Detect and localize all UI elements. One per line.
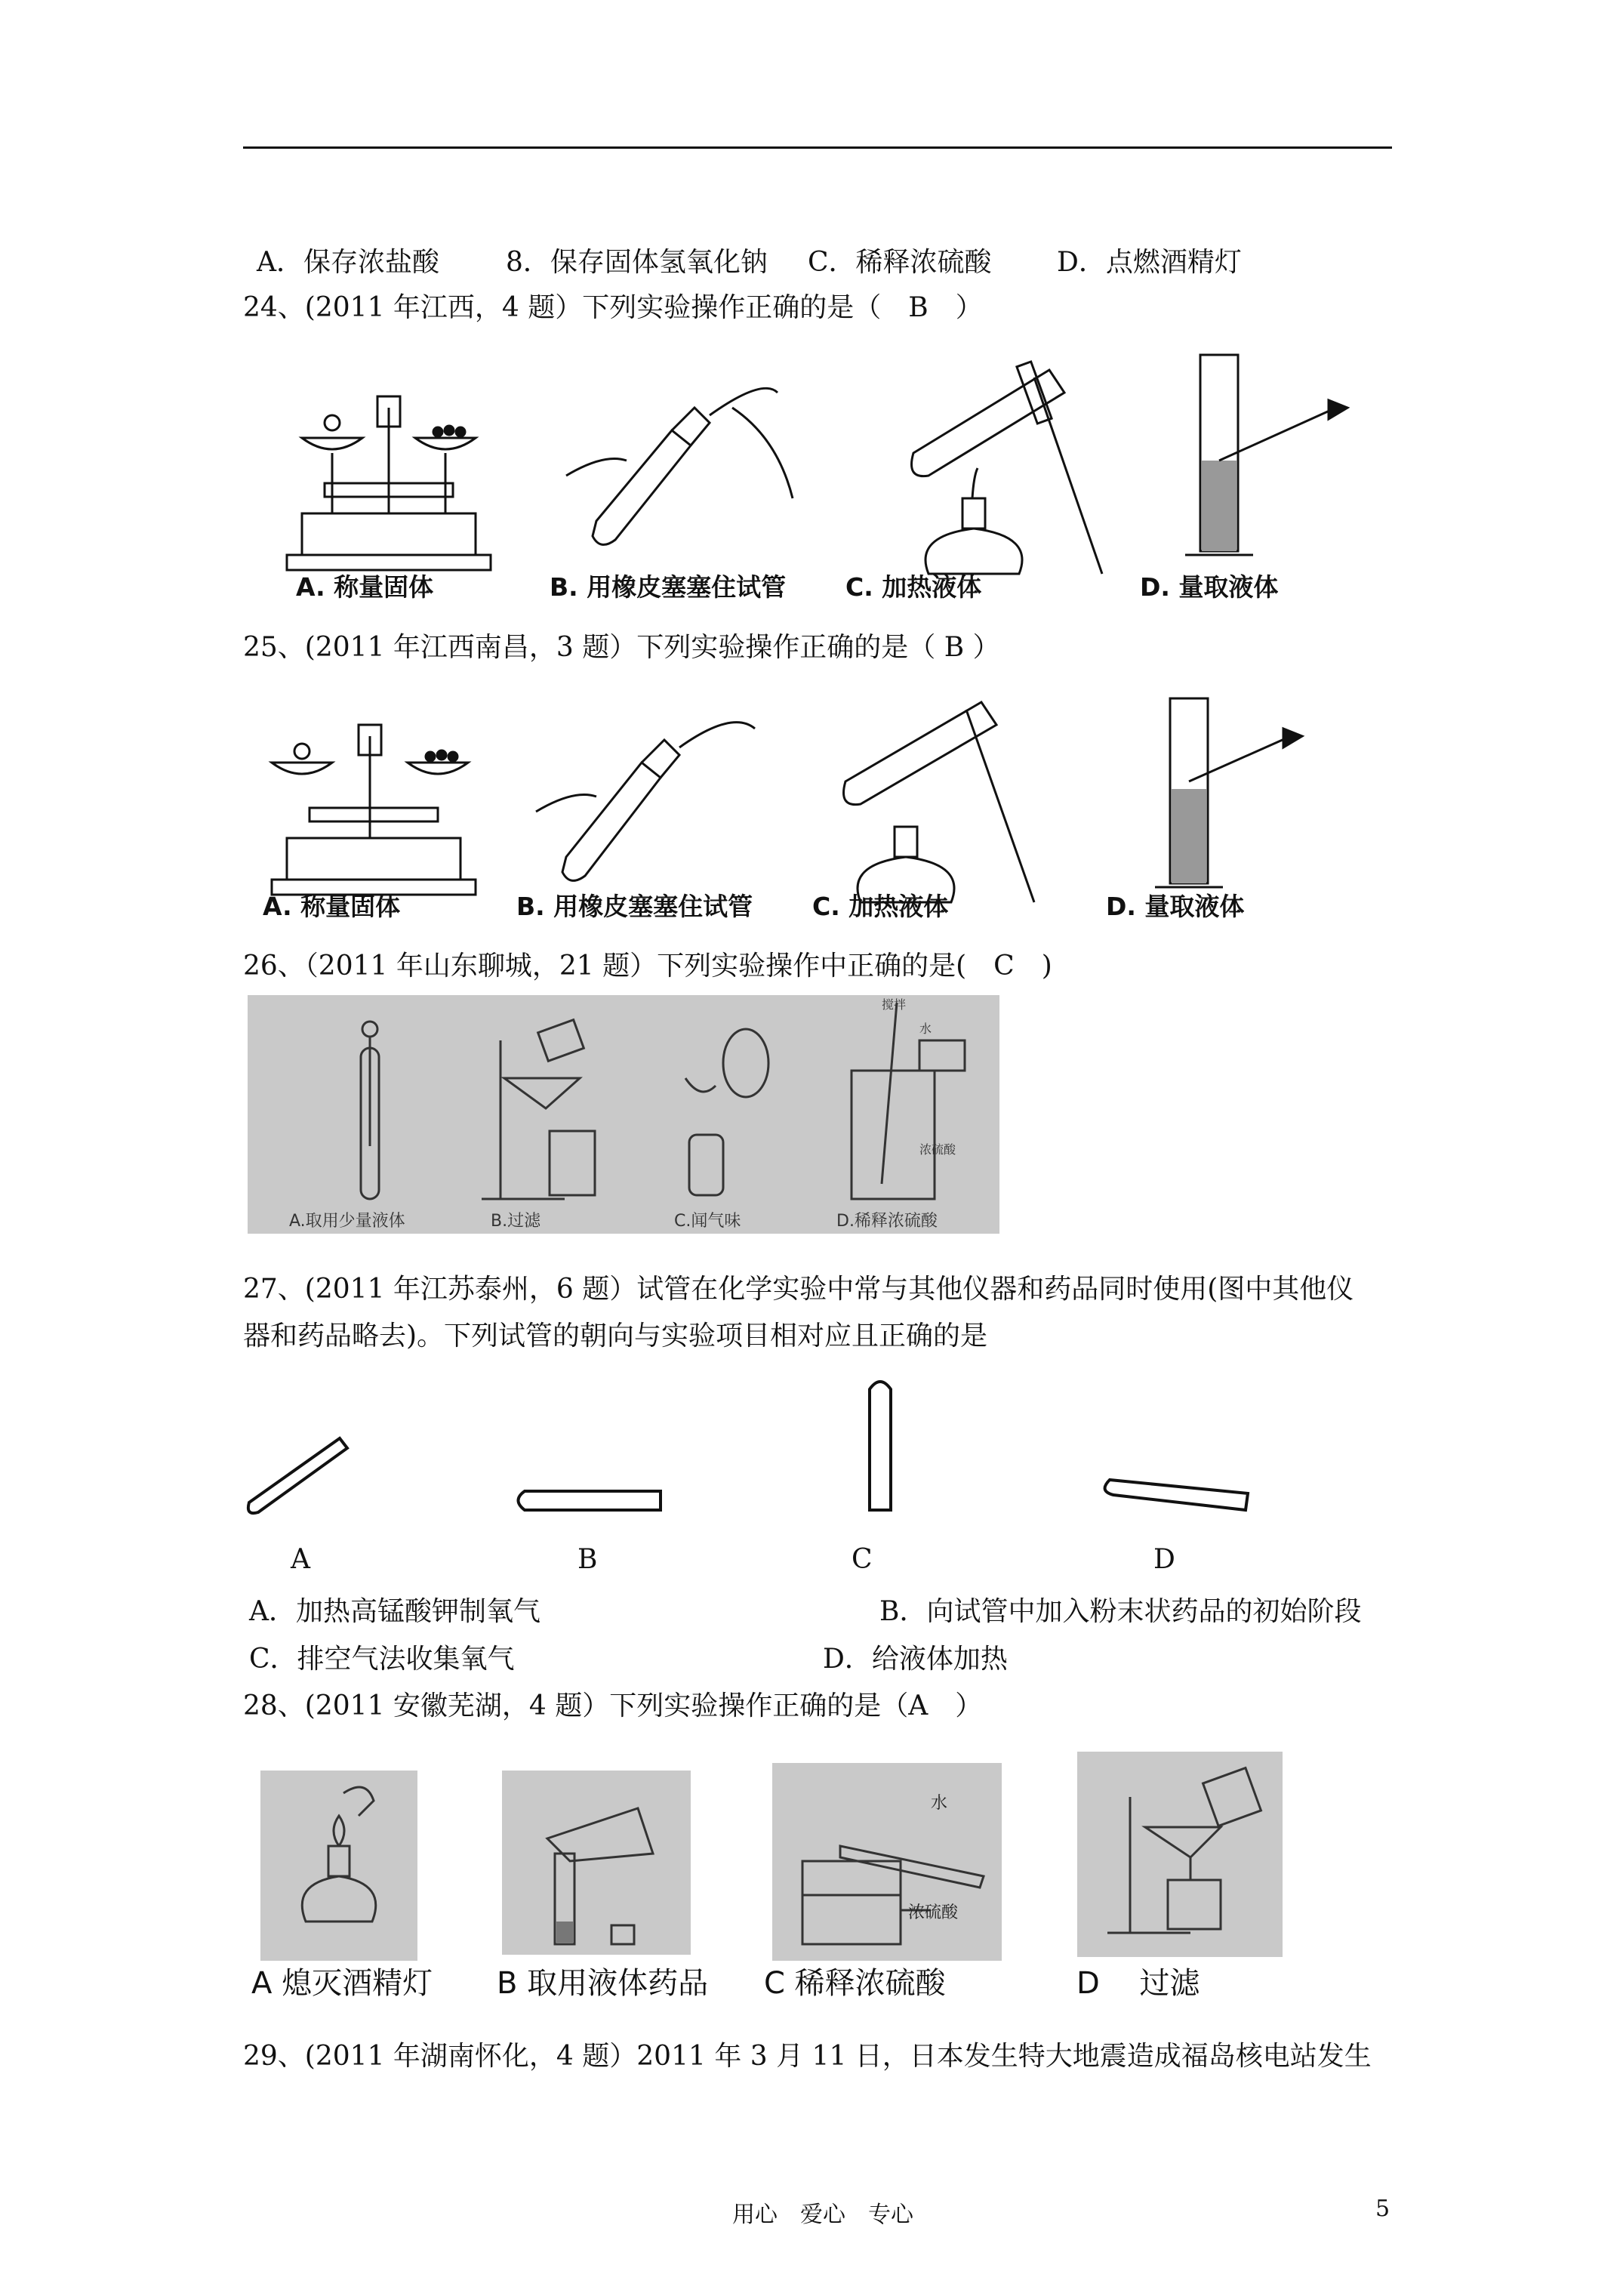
heating-illustration xyxy=(912,362,1103,574)
q28-acid-label: 浓硫酸 xyxy=(908,1903,959,1922)
balance-illustration xyxy=(287,396,491,570)
heating-illustration xyxy=(844,702,1035,902)
q28-caption-d: D 过滤 xyxy=(1076,1966,1200,2001)
q27-stem-line2: 器和药品略去)。下列试管的朝向与实验项目相对应且正确的是 xyxy=(243,1321,988,1351)
q23-option-b: 8．保存固体氢氧化钠 xyxy=(506,247,768,278)
q28-stem: 28、(2011 安徽芜湖，4 题）下列实验操作正确的是（A ） xyxy=(243,1690,983,1721)
page-number: 5 xyxy=(1375,2196,1390,2222)
q24-caption-a: A. 称量固体 xyxy=(296,572,434,602)
stopper-illustration xyxy=(536,723,755,881)
q28-photo-c xyxy=(772,1763,1002,1961)
q25-caption-d: D. 量取液体 xyxy=(1106,892,1245,921)
q25-caption-b: B. 用橡皮塞塞住试管 xyxy=(516,892,753,921)
q23-option-a: A．保存浓盐酸 xyxy=(257,247,439,278)
q24-caption-c: C. 加热液体 xyxy=(845,572,982,602)
dilute-acid-illustration xyxy=(772,1763,1002,1961)
q23-option-d: D．点燃酒精灯 xyxy=(1057,247,1242,278)
q25-caption-c: C. 加热液体 xyxy=(812,892,949,921)
pour-liquid-illustration xyxy=(502,1771,691,1955)
q26-caption-a: A.取用少量液体 xyxy=(289,1212,405,1231)
q26-stir-label: 搅拌 xyxy=(882,997,907,1012)
q26-water-label: 水 xyxy=(919,1022,932,1036)
q26-caption-d: D.稀释浓硫酸 xyxy=(836,1212,938,1231)
q27-tube-letter-c: C xyxy=(852,1544,873,1575)
stopper-illustration xyxy=(566,388,793,544)
q24-figures xyxy=(249,347,1381,604)
q28-caption-b: B 取用液体药品 xyxy=(497,1966,709,2001)
snuff-lamp-illustration xyxy=(260,1771,417,1961)
q26-stem: 26、（2011 年山东聊城，21 题）下列实验操作中正确的是( C ) xyxy=(243,951,1052,982)
q25-stem: 25、(2011 年江西南昌，3 题）下列实验操作正确的是（ B ） xyxy=(243,632,1000,663)
q24-stem: 24、(2011 年江西，4 题）下列实验操作正确的是（ B ） xyxy=(243,292,983,323)
q27-tube-letter-b: B xyxy=(577,1544,598,1575)
q28-photo-b xyxy=(502,1771,691,1955)
q27-option-c: C．排空气法收集氧气 xyxy=(249,1644,515,1675)
tube-c xyxy=(870,1382,891,1510)
q26-acid-label: 浓硫酸 xyxy=(919,1142,956,1157)
page-footer-motto: 用心 爱心 专心 xyxy=(732,2202,913,2228)
filtration-illustration xyxy=(1077,1752,1283,1957)
q27-stem-line1: 27、(2011 年江苏泰州，6 题）试管在化学实验中常与其他仪器和药品同时使用(图中其他仪 xyxy=(243,1274,1354,1305)
q26-illustrations xyxy=(248,995,999,1234)
q27-test-tubes xyxy=(242,1374,1298,1525)
q28-caption-c: C 稀释浓硫酸 xyxy=(764,1966,946,2001)
q27-option-b: B．向试管中加入粉末状药品的初始阶段 xyxy=(879,1596,1362,1627)
tube-a xyxy=(248,1438,347,1513)
q26-caption-c: C.闻气味 xyxy=(674,1212,741,1231)
q28-water-label: 水 xyxy=(931,1794,948,1813)
q25-caption-a: A. 称量固体 xyxy=(263,892,401,921)
q27-tube-letter-a: A xyxy=(291,1544,310,1575)
balance-illustration xyxy=(272,725,476,895)
q24-caption-b: B. 用橡皮塞塞住试管 xyxy=(550,572,787,602)
cylinder-illustration xyxy=(1155,698,1302,887)
q29-stem: 29、(2011 年湖南怀化，4 题）2011 年 3 月 11 日，日本发生特大地震造成福岛核电站发生 xyxy=(243,2041,1372,2072)
q27-option-d: D．给液体加热 xyxy=(823,1644,1008,1675)
q28-photo-d xyxy=(1077,1752,1283,1957)
header-rule xyxy=(243,146,1392,149)
q27-tube-letter-d: D xyxy=(1153,1544,1175,1575)
cylinder-illustration xyxy=(1185,355,1347,555)
q26-caption-b: B.过滤 xyxy=(491,1212,541,1231)
tube-d xyxy=(1105,1480,1248,1510)
q28-photo-a xyxy=(260,1771,417,1961)
tube-b xyxy=(519,1491,661,1510)
q28-caption-a: A 熄灭酒精灯 xyxy=(251,1966,433,2001)
q24-caption-d: D. 量取液体 xyxy=(1140,572,1279,602)
q27-option-a: A．加热高锰酸钾制氧气 xyxy=(249,1596,540,1627)
q26-photo xyxy=(248,995,999,1234)
q23-option-c: C．稀释浓硫酸 xyxy=(808,247,992,278)
